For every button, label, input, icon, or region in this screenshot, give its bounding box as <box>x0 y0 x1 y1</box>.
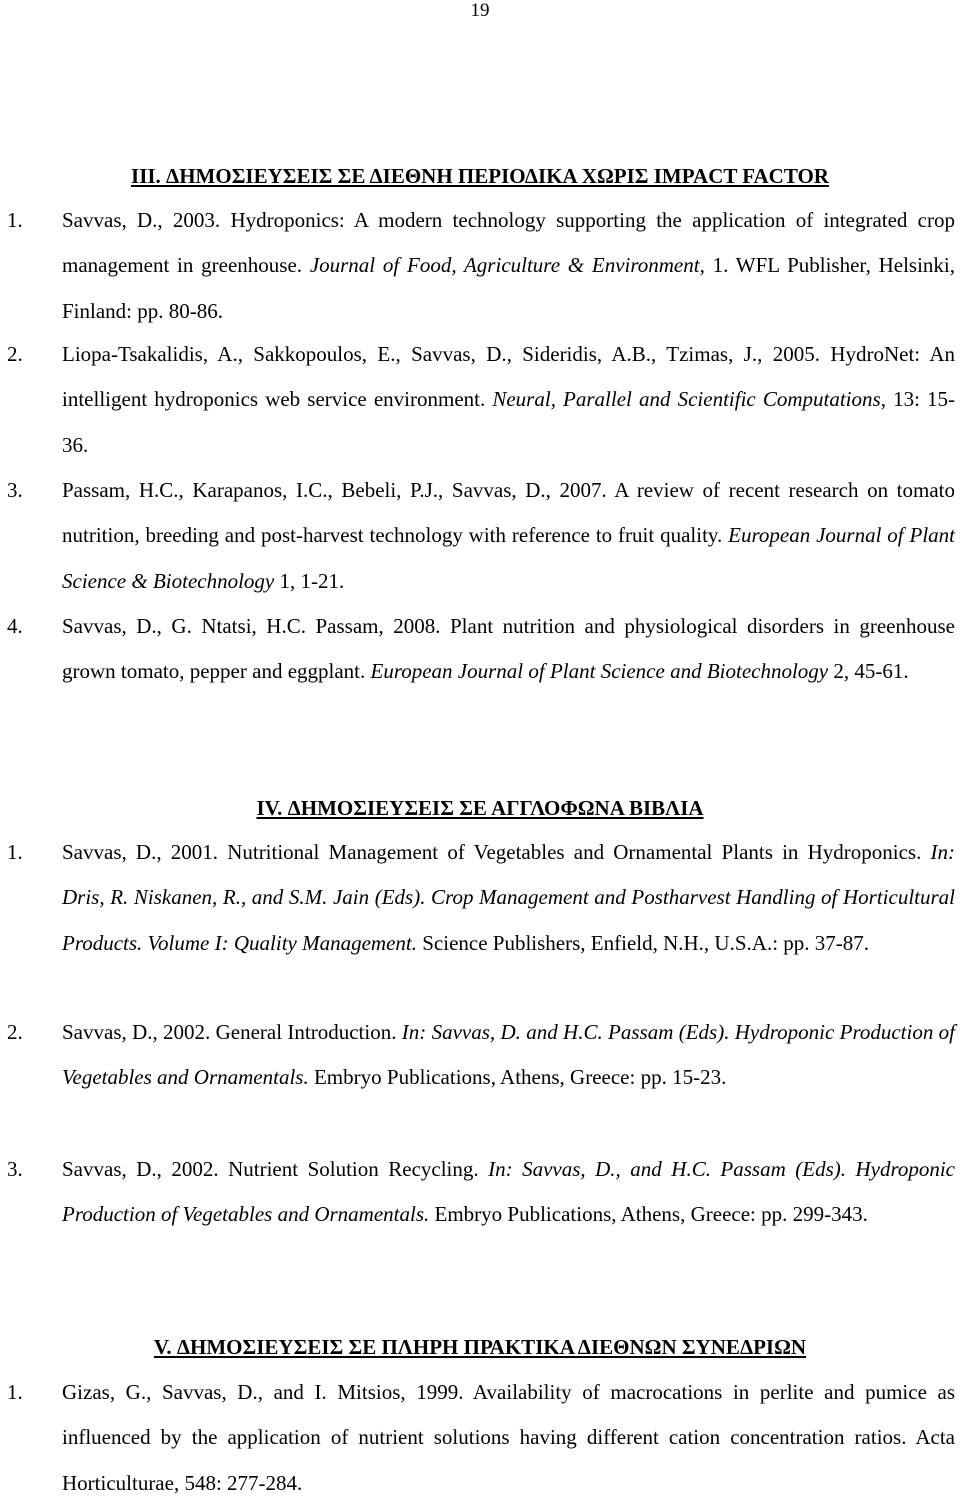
section-heading-iv: IV. ΔΗΜΟΣΙΕΥΣΕΙΣ ΣΕ ΑΓΓΛΟΦΩΝΑ ΒΙΒΛΙΑ <box>256 796 704 820</box>
entry-number: 4. <box>7 614 23 638</box>
entry-venue: Neural, Parallel and Scientific Computations <box>492 387 881 412</box>
publication-entry <box>7 1010 955 1101</box>
page-number: 19 <box>470 0 490 21</box>
entry-number: 1. <box>7 840 23 864</box>
entry-text <box>62 198 955 334</box>
entry-details: 1, 1-21. <box>274 568 345 593</box>
entry-venue: In: Savvas, D. and H.C. Passam (Eds). Hydroponic Production of Vegetables and Ornamentals. <box>62 1020 955 1090</box>
entry-citation: Savvas, D., 2002. Nutrient Solution Recycling. <box>62 1157 489 1181</box>
entry-text <box>62 332 955 468</box>
entry-number: 1. <box>7 1380 23 1404</box>
entry-details: Embryo Publications, Athens, Greece: pp. 15-23. <box>308 1065 727 1090</box>
publication-entry <box>7 468 955 604</box>
entry-details: , 1. WFL Publisher, Helsinki, Finland: pp. 80-86. <box>62 253 955 323</box>
entry-citation: Savvas, D., 2001. Nutritional Management of Vegetables and Ornamental Plants in Hydroponics. <box>62 840 931 864</box>
publication-entry <box>7 198 955 334</box>
entry-text <box>62 1010 955 1101</box>
entry-details: , 13: 15-36. <box>62 387 955 457</box>
entry-citation: Gizas, G., Savvas, D., and I. Mitsios, 1999. Availability of macrocations in perlite and pumice as influenced by the application of nutrient solutions having different cation concentration ratios. Acta Horticulturae, 548: 277-284. <box>62 1380 955 1495</box>
publication-entry <box>7 332 955 468</box>
publication-entry <box>7 604 955 695</box>
entry-venue: European Journal of Plant Science and Biotechnology <box>370 659 829 684</box>
entry-citation: Savvas, D., 2003. Hydroponics: A modern technology supporting the application of integrated crop management in greenhouse. <box>62 208 955 278</box>
entry-text <box>62 468 955 604</box>
entry-text <box>62 604 955 695</box>
entry-venue: European Journal of Plant Science & Biotechnology <box>62 523 955 593</box>
entry-venue: In: Savvas, D., and H.C. Passam (Eds). Hydroponic Production of Vegetables and Ornamentals. <box>62 1157 956 1227</box>
section-heading-v: V. ΔΗΜΟΣΙΕΥΣΕΙΣ ΣΕ ΠΛΗΡΗ ΠΡΑΚΤΙΚΑ ΔΙΕΘΝΩΝ ΣΥΝΕΔΡΙΩΝ <box>153 1335 807 1359</box>
entry-citation: Liopa-Tsakalidis, A., Sakkopoulos, E., Savvas, D., Sideridis, A.B., Tzimas, J., 2005. HydroNet: An intelligent hydroponics web service environment. <box>62 342 955 412</box>
entry-details: 2, 45-61. <box>828 659 909 684</box>
entry-text <box>62 1147 955 1238</box>
entry-number: 2. <box>7 342 23 366</box>
entry-text <box>62 1370 955 1506</box>
entry-number: 3. <box>7 478 23 502</box>
section-heading-iii: III. ΔΗΜΟΣΙΕΥΣΕΙΣ ΣΕ ΔΙΕΘΝΗ ΠΕΡΙΟΔΙΚΑ ΧΩΡΙΣ IMPACT FACTOR <box>131 164 829 188</box>
entry-number: 2. <box>7 1020 23 1044</box>
publication-entry <box>7 830 955 966</box>
publication-entry <box>7 1147 955 1238</box>
entry-details: Science Publishers, Enfield, N.H., U.S.A.: pp. 37-87. <box>416 930 870 955</box>
entry-citation: Savvas, D., 2002. General Introduction. <box>62 1020 402 1044</box>
entry-venue: Journal of Food, Agriculture & Environment <box>309 253 700 278</box>
entry-number: 1. <box>7 208 23 232</box>
entry-citation: Passam, H.C., Karapanos, I.C., Bebeli, P.J., Savvas, D., 2007. A review of recent research on tomato nutrition, breeding and post-harvest technology with reference to fruit quality. <box>62 478 955 548</box>
entry-venue: In: Dris, R. Niskanen, R., and S.M. Jain (Eds). Crop Management and Postharvest Handling of Horticultural Products. Volume I: Quality Management. <box>62 840 955 955</box>
entry-text <box>62 830 955 966</box>
publication-entry <box>7 1370 955 1506</box>
entry-details: Embryo Publications, Athens, Greece: pp. 299-343. <box>429 1202 868 1227</box>
entry-citation: Savvas, D., G. Ntatsi, H.C. Passam, 2008. Plant nutrition and physiological disorders in greenhouse grown tomato, pepper and eggplant. <box>62 614 955 684</box>
entry-number: 3. <box>7 1157 23 1181</box>
